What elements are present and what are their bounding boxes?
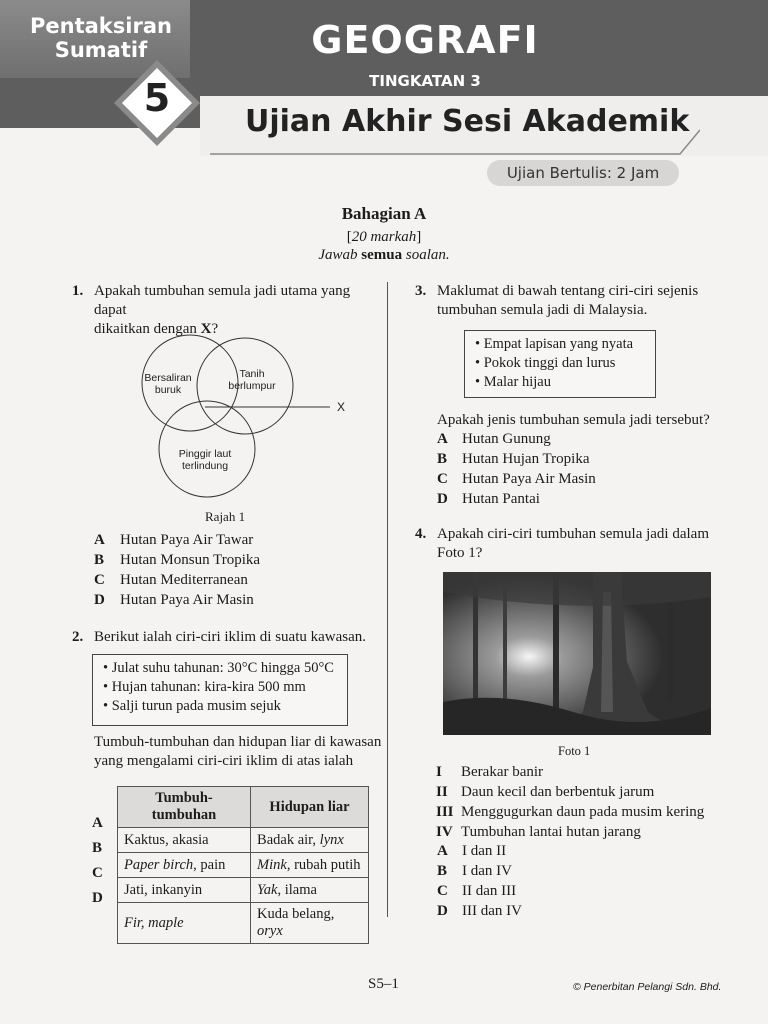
option-text: Hutan Gunung — [462, 431, 551, 447]
climate-item: • Julat suhu tahunan: 30°C hingga 50°C — [103, 660, 334, 676]
option-letter: I — [436, 764, 442, 780]
subject-title: GEOGRAFI — [311, 18, 539, 62]
venn-diagram — [110, 330, 380, 505]
question-number: 3. — [415, 283, 427, 299]
climate-item: • Salji turun pada musim sejuk — [103, 698, 281, 714]
question-3: 3. Maklumat di bawah tentang ciri-ciri sejenis tumbuhan semula jadi di Malaysia. — [415, 283, 699, 318]
option-text: Tumbuhan lantai hutan jarang — [461, 824, 641, 840]
forest-info-box — [464, 330, 656, 398]
option-letter: B — [94, 552, 105, 568]
option-letter: III — [436, 804, 454, 820]
option-text: Hutan Paya Air Tawar — [120, 532, 254, 548]
venn-label-b-line2: berlumpur — [228, 380, 276, 392]
table-row — [118, 903, 369, 944]
answer-table-block — [92, 786, 361, 944]
assessment-number: 5 — [143, 76, 171, 120]
question-2 — [72, 628, 372, 647]
option-text: III dan IV — [462, 903, 522, 919]
question-4: 4. Apakah ciri-ciri tumbuhan semula jadi dalam Foto 1? — [415, 526, 709, 561]
table-cell: Paper birch, pain — [118, 853, 251, 878]
page-number: S5–1 — [368, 976, 399, 992]
question-text: Berikut ialah ciri-ciri iklim di suatu kawasan. — [94, 629, 367, 645]
table-cell: Jati, inkanyin — [118, 878, 251, 903]
option-text: Menggugurkan daun pada musim kering — [461, 804, 705, 820]
option-letter: B — [437, 863, 448, 879]
option-letter: D — [437, 903, 448, 919]
venn-label-c-line2: terlindung — [181, 460, 229, 472]
duration-badge: Ujian Bertulis: 2 Jam — [487, 160, 679, 186]
question-number: 1. — [72, 283, 84, 299]
venn-label-a-line2: buruk — [154, 384, 182, 396]
series-line-2: Sumatif — [54, 38, 148, 62]
option-letter: A — [437, 431, 448, 447]
option-letter: D — [437, 491, 448, 507]
option-letter: IV — [436, 824, 453, 840]
question-3-followup: Apakah jenis tumbuhan semula jadi tersebut? — [437, 412, 710, 428]
table-row — [118, 878, 369, 903]
option-text: Hutan Pantai — [462, 491, 540, 507]
forest-item: • Pokok tinggi dan lurus — [475, 355, 616, 371]
option-letter: II — [436, 784, 448, 800]
venn-pointer-label: X — [337, 400, 346, 414]
option-letter: B — [92, 840, 103, 856]
column-divider — [387, 282, 388, 917]
question-number: 2. — [72, 629, 84, 645]
section-instruction: Jawab semua soalan. — [318, 247, 450, 263]
table-row — [118, 853, 369, 878]
option-text: I dan IV — [462, 863, 512, 879]
option-text: Hutan Paya Air Masin — [462, 471, 596, 487]
section-marks: [20 markah] — [346, 229, 422, 245]
option-letter: C — [437, 883, 448, 899]
question-2-followup: Tumbuh-tumbuhan dan hidupan liar di kawasan yang mengalami ciri-ciri iklim di atas ialah — [94, 734, 382, 769]
table-cell: Fir, maple — [118, 903, 251, 944]
forest-item: • Empat lapisan yang nyata — [475, 336, 634, 352]
option-letter: A — [92, 815, 103, 831]
figure-caption: Rajah 1 — [205, 509, 246, 524]
option-letter: A — [437, 843, 448, 859]
option-letter: C — [437, 471, 448, 487]
question-text-line2: dikaitkan dengan X? — [94, 321, 219, 337]
question-number: 4. — [415, 526, 427, 542]
venn-label-a-line1: Bersaliran — [144, 372, 192, 384]
option-letter: B — [437, 451, 448, 467]
answer-table — [117, 786, 369, 944]
climate-info-box — [92, 654, 348, 726]
table-header: Hidupan liar — [251, 787, 369, 828]
forest-photo — [443, 572, 711, 735]
option-text: Hutan Paya Air Masin — [120, 592, 254, 608]
option-letter: A — [94, 532, 105, 548]
option-text: II dan III — [462, 883, 517, 899]
option-text: Berakar banir — [461, 764, 544, 780]
series-label — [30, 14, 172, 62]
option-text: Hutan Monsun Tropika — [120, 552, 261, 568]
option-letter: D — [94, 592, 105, 608]
option-text: I dan II — [462, 843, 507, 859]
question-text: Apakah tumbuhan semula jadi utama yang dapat — [94, 283, 351, 318]
option-letter: C — [92, 865, 103, 881]
forest-item: • Malar hijau — [475, 374, 551, 390]
venn-label-b-line1: Tanih — [239, 368, 265, 380]
table-cell: Yak, ilama — [251, 878, 369, 903]
table-cell: Kaktus, akasia — [118, 828, 251, 853]
section-title: Bahagian A — [341, 204, 427, 223]
copyright: © Penerbitan Pelangi Sdn. Bhd. — [573, 981, 722, 993]
venn-label-c-line1: Pinggir laut — [178, 448, 232, 460]
option-text: Hutan Mediterranean — [120, 572, 248, 588]
option-letter: C — [94, 572, 105, 588]
grade-label: TINGKATAN 3 — [369, 72, 481, 90]
table-cell: Badak air, lynx — [251, 828, 369, 853]
table-cell: Mink, rubah putih — [251, 853, 369, 878]
climate-item: • Hujan tahunan: kira-kira 500 mm — [103, 679, 306, 695]
exam-title: Ujian Akhir Sesi Akademik — [245, 104, 690, 139]
option-text: Daun kecil dan berbentuk jarum — [461, 784, 655, 800]
table-row — [118, 828, 369, 853]
table-header: Tumbuh-tumbuhan — [118, 787, 251, 828]
option-text: Hutan Hujan Tropika — [462, 451, 590, 467]
option-letter: D — [92, 890, 103, 906]
table-cell: Kuda belang, oryx — [251, 903, 369, 944]
series-line-1: Pentaksiran — [30, 14, 172, 38]
photo-caption: Foto 1 — [558, 744, 591, 758]
